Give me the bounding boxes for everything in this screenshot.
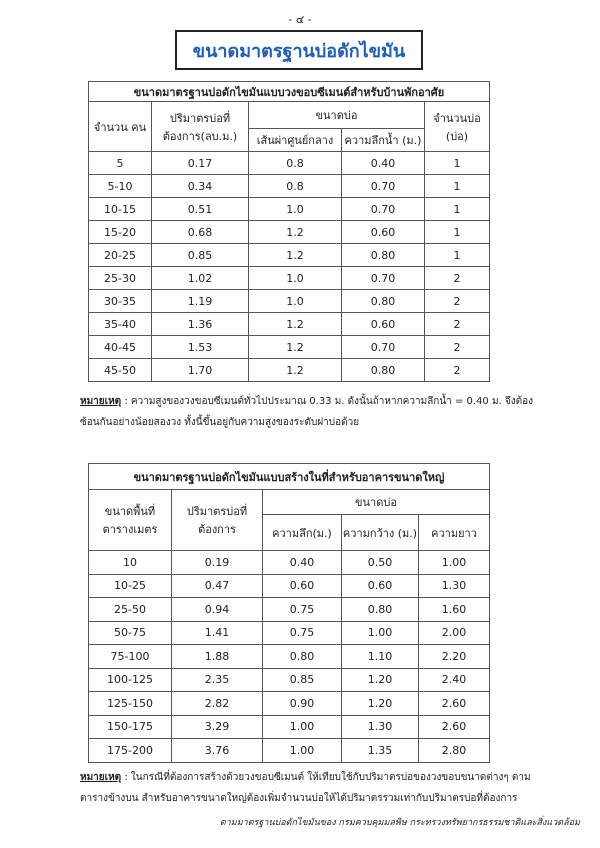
table-cell: 25-50 bbox=[89, 598, 172, 622]
table-cell: 40-45 bbox=[89, 336, 152, 359]
table-cell: 1.2 bbox=[249, 359, 342, 382]
table-cell: 2.20 bbox=[419, 645, 490, 669]
table1-caption: ขนาดมาตรฐานบ่อดักไขมันแบบวงขอบซีเมนต์สำหรับบ้านพักอาศัย bbox=[89, 82, 490, 102]
table2-header-volume: ปริมาตรบ่อที่ ต้องการ bbox=[172, 490, 263, 551]
table-cell: 15-20 bbox=[89, 221, 152, 244]
table-cell: 175-200 bbox=[89, 739, 172, 763]
table-cell: 0.70 bbox=[342, 267, 425, 290]
table-cell: 3.29 bbox=[172, 715, 263, 739]
table-cell: 2.00 bbox=[419, 621, 490, 645]
table-cell: 10-25 bbox=[89, 574, 172, 598]
table-cell: 2 bbox=[425, 359, 490, 382]
table-cell: 0.80 bbox=[342, 359, 425, 382]
table1-header-depth: ความลึกน้ำ (ม.) bbox=[342, 129, 425, 152]
table-cell: 1.00 bbox=[263, 715, 342, 739]
table-row bbox=[89, 359, 490, 382]
table-cell: 1.2 bbox=[249, 221, 342, 244]
table-cell: 1.88 bbox=[172, 645, 263, 669]
table-row bbox=[89, 621, 490, 645]
table-cell: 2.80 bbox=[419, 739, 490, 763]
table-cell: 5-10 bbox=[89, 175, 152, 198]
table-cell: 1.10 bbox=[342, 645, 419, 669]
table-row bbox=[89, 645, 490, 669]
table-cell: 0.80 bbox=[342, 244, 425, 267]
table1-header-size-group: ขนาดบ่อ bbox=[249, 102, 425, 129]
table2-body bbox=[89, 551, 490, 763]
table-cell: 45-50 bbox=[89, 359, 152, 382]
table-cell: 10 bbox=[89, 551, 172, 575]
table-cell: 1.2 bbox=[249, 313, 342, 336]
table-row bbox=[89, 198, 490, 221]
table2-header-area: ขนาดพื้นที่ ตารางเมตร bbox=[89, 490, 172, 551]
table-cell: 35-40 bbox=[89, 313, 152, 336]
table-cell: 0.75 bbox=[263, 621, 342, 645]
table-cell: 0.40 bbox=[263, 551, 342, 575]
table-cell: 2.82 bbox=[172, 692, 263, 716]
table-cell: 0.70 bbox=[342, 198, 425, 221]
table-cell: 1.53 bbox=[152, 336, 249, 359]
table-cell: 0.60 bbox=[342, 574, 419, 598]
table-cell: 0.47 bbox=[172, 574, 263, 598]
table-cell: 2.60 bbox=[419, 692, 490, 716]
table-cell: 0.17 bbox=[152, 152, 249, 175]
table-cell: 2.40 bbox=[419, 668, 490, 692]
table-row bbox=[89, 668, 490, 692]
table-cell: 75-100 bbox=[89, 645, 172, 669]
page-title-box bbox=[175, 30, 423, 70]
table-cell: 25-30 bbox=[89, 267, 152, 290]
table-cell: 0.90 bbox=[263, 692, 342, 716]
table-cell: 0.50 bbox=[342, 551, 419, 575]
table-cell: 1.20 bbox=[342, 692, 419, 716]
table-cell: 0.80 bbox=[342, 290, 425, 313]
table2-header-width: ความกว้าง (ม.) bbox=[342, 515, 419, 551]
table-cell: 10-15 bbox=[89, 198, 152, 221]
note-residential bbox=[80, 391, 540, 433]
table-cell: 0.8 bbox=[249, 152, 342, 175]
table-cell: 1.00 bbox=[419, 551, 490, 575]
table1-header-count: จำนวนบ่อ (บ่อ) bbox=[425, 102, 490, 152]
table-cell: 2 bbox=[425, 336, 490, 359]
table-cell: 2 bbox=[425, 313, 490, 336]
table-row bbox=[89, 175, 490, 198]
table-cell: 1 bbox=[425, 198, 490, 221]
table-cell: 0.85 bbox=[152, 244, 249, 267]
table-cell: 150-175 bbox=[89, 715, 172, 739]
table-row bbox=[89, 598, 490, 622]
table-cell: 1 bbox=[425, 175, 490, 198]
table-cell: 0.60 bbox=[342, 313, 425, 336]
table-cell: 1.00 bbox=[263, 739, 342, 763]
table-cell: 1.70 bbox=[152, 359, 249, 382]
table-cell: 2.35 bbox=[172, 668, 263, 692]
table1-header-volume: ปริมาตรบ่อที่ ต้องการ(ลบ.ม.) bbox=[152, 102, 249, 152]
table-cell: 1.35 bbox=[342, 739, 419, 763]
table-cell: 1.0 bbox=[249, 290, 342, 313]
table-row bbox=[89, 313, 490, 336]
table-cell: 0.80 bbox=[263, 645, 342, 669]
table-cell: 1.0 bbox=[249, 198, 342, 221]
table-row bbox=[89, 290, 490, 313]
table-row bbox=[89, 692, 490, 716]
note1-label: หมายเหตุ bbox=[80, 396, 122, 407]
table-cell: 3.76 bbox=[172, 739, 263, 763]
table-cell: 5 bbox=[89, 152, 152, 175]
table-cell: 30-35 bbox=[89, 290, 152, 313]
table-cell: 1.20 bbox=[342, 668, 419, 692]
page-title: ขนาดมาตรฐานบ่อดักไขมัน bbox=[192, 40, 406, 62]
table-cell: 0.70 bbox=[342, 175, 425, 198]
table-cell: 0.70 bbox=[342, 336, 425, 359]
table2-header-length: ความยาว bbox=[419, 515, 490, 551]
table-row bbox=[89, 244, 490, 267]
table-cell: 0.60 bbox=[342, 221, 425, 244]
table1-header-people: จำนวน คน bbox=[89, 102, 152, 152]
table-cell: 0.19 bbox=[172, 551, 263, 575]
table-cell: 1.30 bbox=[419, 574, 490, 598]
table-cell: 0.8 bbox=[249, 175, 342, 198]
large-building-grease-trap-table bbox=[88, 463, 490, 763]
table-cell: 0.40 bbox=[342, 152, 425, 175]
table-cell: 0.34 bbox=[152, 175, 249, 198]
source-footer: ตามมาตรฐานบ่อดักไขมันของ กรมควบคุมมลพิษ กระทรวงทรัพยากรธรรมชาติและสิ่งแวดล้อม bbox=[219, 818, 580, 828]
table1-header-diameter: เส้นผ่าศูนย์กลาง bbox=[249, 129, 342, 152]
note2-label: หมายเหตุ bbox=[80, 772, 122, 783]
table-cell: 1.02 bbox=[152, 267, 249, 290]
table-cell: 50-75 bbox=[89, 621, 172, 645]
table-cell: 1.41 bbox=[172, 621, 263, 645]
table-cell: 1.60 bbox=[419, 598, 490, 622]
table-cell: 0.51 bbox=[152, 198, 249, 221]
table-cell: 1.19 bbox=[152, 290, 249, 313]
table-cell: 125-150 bbox=[89, 692, 172, 716]
table-cell: 1 bbox=[425, 221, 490, 244]
table-cell: 1.2 bbox=[249, 336, 342, 359]
table1-body bbox=[89, 152, 490, 382]
table-cell: 0.68 bbox=[152, 221, 249, 244]
table-row bbox=[89, 267, 490, 290]
table-cell: 1.2 bbox=[249, 244, 342, 267]
table-row bbox=[89, 574, 490, 598]
page-number: - ๔ - bbox=[288, 13, 312, 26]
table-cell: 1.0 bbox=[249, 267, 342, 290]
table2-header-size-group: ขนาดบ่อ bbox=[263, 490, 490, 515]
table-cell: 1.00 bbox=[342, 621, 419, 645]
note1-text: : ความสูงของวงขอบซีเมนต์ทั่วไปประมาณ 0.33 ม. ดังนั้นถ้าหากความลึกน้ำ = 0.40 ม. จึงต้องซ้อนกันอย่างน้อยสองวง ทั้งนี้ขึ้นอยู่กับความสูงของระดับฝาบ่อด้วย bbox=[80, 396, 534, 428]
table-cell: 1 bbox=[425, 152, 490, 175]
table-row bbox=[89, 715, 490, 739]
table-row bbox=[89, 221, 490, 244]
table-cell: 1.30 bbox=[342, 715, 419, 739]
table-cell: 0.94 bbox=[172, 598, 263, 622]
table-cell: 2 bbox=[425, 290, 490, 313]
table2-header-depth: ความลึก(ม.) bbox=[263, 515, 342, 551]
table-cell: 2.60 bbox=[419, 715, 490, 739]
table-row bbox=[89, 551, 490, 575]
table-cell: 0.75 bbox=[263, 598, 342, 622]
table-row bbox=[89, 739, 490, 763]
table-cell: 0.85 bbox=[263, 668, 342, 692]
table-cell: 0.60 bbox=[263, 574, 342, 598]
table-row bbox=[89, 152, 490, 175]
table-cell: 1 bbox=[425, 244, 490, 267]
table-cell: 2 bbox=[425, 267, 490, 290]
table-row bbox=[89, 336, 490, 359]
table-cell: 1.36 bbox=[152, 313, 249, 336]
residential-grease-trap-table bbox=[88, 81, 490, 382]
table-cell: 0.80 bbox=[342, 598, 419, 622]
table-cell: 100-125 bbox=[89, 668, 172, 692]
table-cell: 20-25 bbox=[89, 244, 152, 267]
note2-text: : ในกรณีที่ต้องการสร้างด้วยวงขอบซีเมนต์ ให้เทียบใช้กับปริมาตรบ่อของวงขอบขนาดต่างๆ ตามตารางข้างบน สำหรับอาคารขนาดใหญ่ต้องเพิ่มจำนวนบ่อให้ได้ปริมาตรรวมเท่ากับปริมาตรบ่อที่ต้องการ bbox=[80, 772, 531, 804]
table2-caption: ขนาดมาตรฐานบ่อดักไขมันแบบสร้างในที่สำหรับอาคารขนาดใหญ่ bbox=[89, 464, 490, 490]
note-large-building bbox=[80, 767, 540, 809]
